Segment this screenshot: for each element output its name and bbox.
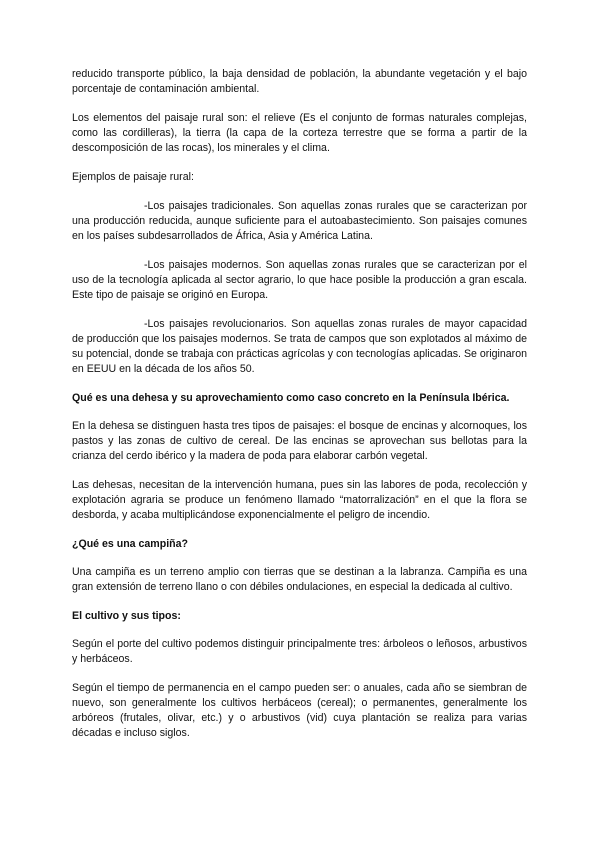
paragraph-dehesa-types: En la dehesa se distinguen hasta tres tipos de paisajes: el bosque de encinas y alcornoques, los pastos y las zonas de cultivo de cereal. De las encinas se aprovechan sus bellotas para la crianza del cerdo ibérico y la madera de poda para elaborar carbón vegetal. <box>72 420 527 462</box>
paragraph-examples-label: Ejemplos de paisaje rural: <box>72 171 194 183</box>
paragraph-dehesa-human-intervention: Las dehesas, necesitan de la intervención humana, pues sin las labores de poda, recolección y explotación agraria se produce un fenómeno llamado “matorralización” en el que la flora se desborda, y acaba multiplicándose exponencialmente el peligro de incendio. <box>72 479 527 521</box>
paragraph-modern-landscapes: -Los paisajes modernos. Son aquellas zonas rurales que se caracterizan por el uso de la tecnología aplicada al sector agrario, lo que hace posible la producción a gran escala. Este tipo de paisaje se originó en Europa. <box>72 259 527 301</box>
heading-dehesa: Qué es una dehesa y su aprovechamiento como caso concreto en la Península Ibérica. <box>72 392 510 404</box>
paragraph-rural-landscape-elements: Los elementos del paisaje rural son: el relieve (Es el conjunto de formas naturales complejas, como las cordilleras), la tierra (la capa de la corteza terrestre que se forma a partir de la descomposición de las rocas), los minerales y el clima. <box>72 112 527 154</box>
heading-cultivation-types: El cultivo y sus tipos: <box>72 610 181 622</box>
heading-campina: ¿Qué es una campiña? <box>72 538 188 550</box>
paragraph-traditional-landscapes: -Los paisajes tradicionales. Son aquellas zonas rurales que se caracterizan por una producción reducida, aunque suficiente para el autoabastecimiento. Son paisajes comunes en los países subdesarrollados de África, Asia y América Latina. <box>72 200 527 242</box>
paragraph-crop-size: Según el porte del cultivo podemos distinguir principalmente tres: árboleos o leñosos, arbustivos y herbáceos. <box>72 638 527 665</box>
paragraph-intro-continuation: reducido transporte público, la baja densidad de población, la abundante vegetación y el bajo porcentaje de contaminación ambiental. <box>72 68 527 95</box>
paragraph-campina: Una campiña es un terreno amplio con tierras que se destinan a la labranza. Campiña es una gran extensión de terreno llano o con débiles ondulaciones, en especial la dedicada al cultivo. <box>72 566 527 593</box>
document-page <box>72 67 527 755</box>
paragraph-revolutionary-landscapes: -Los paisajes revolucionarios. Son aquellas zonas rurales de mayor capacidad de producción que los paisajes modernos. Se trata de campos que son explotados al máximo de su potencial, donde se trabaja con prácticas agrícolas y con tecnologías aplicadas. Se originaron en EEUU en la década de los años 50. <box>72 318 527 375</box>
paragraph-crop-duration: Según el tiempo de permanencia en el campo pueden ser: o anuales, cada año se siembran de nuevo, son generalmente los cultivos herbáceos (cereal); o permanentes, generalmente los arbóreos (frutales, olivar, etc.) y o arbustivos (vid) cuya plantación se realiza para varias décadas e incluso siglos. <box>72 682 527 739</box>
